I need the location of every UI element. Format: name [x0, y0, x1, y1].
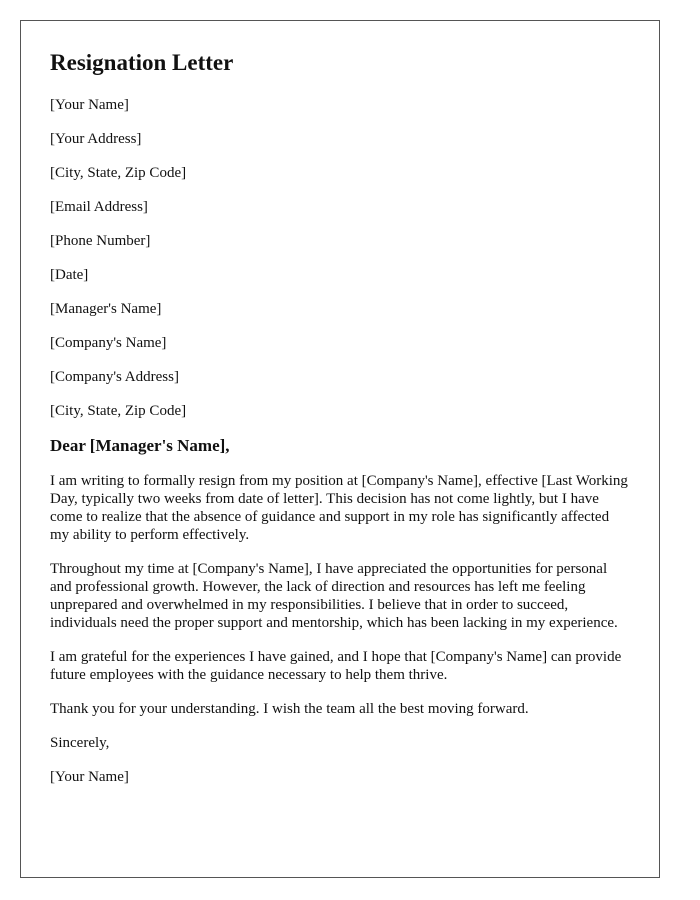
- recipient-company-address: [Company's Address]: [50, 369, 179, 385]
- recipient-city-state-zip: [City, State, Zip Code]: [50, 403, 187, 419]
- signature-name: [Your Name]: [50, 769, 129, 785]
- sender-name: [Your Name]: [50, 97, 129, 113]
- body-paragraph: Throughout my time at [Company's Name], I have appreciated the opportunities for personal and professional growth. However, the lack of direction and resources has left me feeling unprepared and overwhelmed in my responsibilities. I believe that in order to succeed, individuals need the proper support and mentorship, which has been lacking in my experience.: [50, 561, 618, 631]
- recipient-company-name: [Company's Name]: [50, 335, 167, 351]
- letter-page: [20, 20, 660, 878]
- salutation: Dear [Manager's Name],: [50, 436, 230, 455]
- letter-body: [50, 472, 630, 718]
- sender-phone: [Phone Number]: [50, 233, 151, 249]
- body-paragraph: Thank you for your understanding. I wish the team all the best moving forward.: [50, 701, 529, 717]
- body-paragraph: I am grateful for the experiences I have gained, and I hope that [Company's Name] can provide future employees with the guidance necessary to help them thrive.: [50, 649, 622, 683]
- recipient-block: [50, 300, 630, 420]
- recipient-manager-name: [Manager's Name]: [50, 301, 162, 317]
- closing: Sincerely,: [50, 735, 110, 751]
- letter-date: [Date]: [50, 267, 89, 283]
- sender-address: [Your Address]: [50, 131, 142, 147]
- sender-city-state-zip: [City, State, Zip Code]: [50, 165, 187, 181]
- letter-title: Resignation Letter: [50, 50, 234, 75]
- sender-block: [50, 96, 630, 284]
- body-paragraph: I am writing to formally resign from my position at [Company's Name], effective [Last Working Day, typically two weeks from date of letter]. This decision has not come lightly, but I have come to realize that the absence of guidance and support in my role has significantly affected my ability to perform effectively.: [50, 473, 628, 543]
- sender-email: [Email Address]: [50, 199, 148, 215]
